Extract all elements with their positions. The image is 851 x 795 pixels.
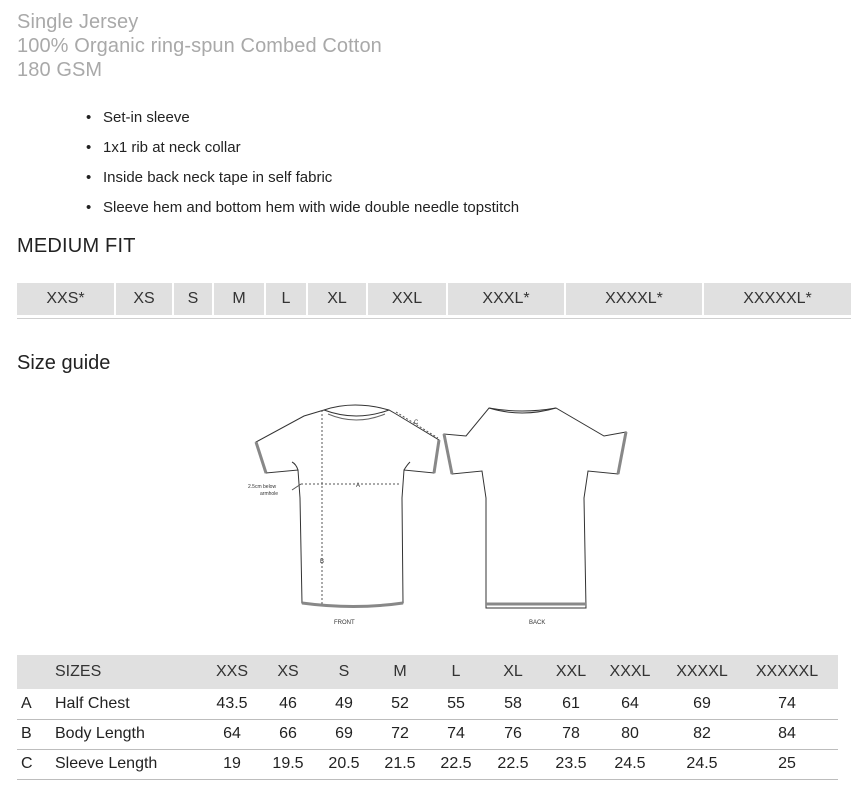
table-cell: 58: [504, 695, 522, 712]
feature-item: [86, 133, 519, 163]
size-column-header: L: [451, 663, 461, 680]
table-cell: 21.5: [384, 755, 416, 772]
table-cell: 24.5: [686, 755, 718, 772]
size-column-header: XXXXL: [676, 663, 728, 680]
fabric-weight: 180 GSM: [17, 59, 103, 81]
row-name: Body Length: [55, 725, 145, 742]
table-cell: 82: [693, 725, 711, 742]
fit-size-label: XXXXXL*: [743, 290, 812, 307]
feature-list: [86, 103, 519, 223]
size-column-header: XXL: [555, 663, 587, 680]
table-cell: 78: [562, 725, 580, 742]
feature-text: Sleeve hem and bottom hem with wide double needle topstitch: [103, 199, 520, 216]
size-column-header: XS: [277, 663, 299, 680]
table-cell: 52: [391, 695, 409, 712]
label-a: A: [356, 483, 361, 489]
fit-size-label: XXXL*: [482, 290, 530, 307]
front-collar: [324, 410, 389, 416]
row-code: C: [21, 755, 33, 772]
table-cell: 20.5: [328, 755, 360, 772]
fit-size-label: L: [281, 290, 291, 307]
table-cell: 43.5: [216, 695, 248, 712]
table-cell: 22.5: [497, 755, 529, 772]
table-row: [17, 719, 838, 749]
label-b: B: [320, 559, 325, 565]
front-tshirt-outline: [256, 405, 439, 607]
size-column-header: S: [338, 663, 350, 680]
fit-size-bar: [17, 283, 851, 315]
table-cell: 24.5: [614, 755, 646, 772]
size-column-header: M: [393, 663, 407, 680]
fit-title: MEDIUM FIT: [17, 235, 136, 257]
row-code: A: [21, 695, 32, 712]
table-cell: 64: [223, 725, 241, 742]
size-table-header: [17, 655, 838, 689]
table-cell: 74: [778, 695, 796, 712]
table-cell: 64: [621, 695, 639, 712]
feature-text: Inside back neck tape in self fabric: [103, 169, 333, 186]
table-cell: 61: [562, 695, 580, 712]
size-column-header: XXS: [215, 663, 248, 680]
table-cell: 69: [335, 725, 353, 742]
fit-size-label: XXS*: [46, 290, 85, 307]
table-cell: 69: [693, 695, 711, 712]
front-sleeve-hem: [256, 442, 266, 473]
size-column-header: XXXXXL: [755, 663, 819, 680]
bullet-icon: •: [86, 109, 92, 126]
table-row: [17, 749, 838, 779]
fit-size-label: XXXXL*: [605, 290, 663, 307]
table-cell: 80: [621, 725, 639, 742]
bullet-icon: •: [86, 139, 92, 156]
annotation-line1: 2.5cm below: [248, 484, 277, 490]
table-cell: 25: [778, 755, 796, 772]
tshirt-diagram: [244, 398, 636, 630]
table-cell: 23.5: [555, 755, 587, 772]
fabric-spec: [17, 10, 382, 82]
table-cell: 55: [447, 695, 465, 712]
back-tshirt-outline: [444, 408, 626, 608]
size-column-header: XL: [503, 663, 523, 680]
table-cell: 46: [279, 695, 297, 712]
row-name: Sleeve Length: [55, 755, 158, 772]
bullet-icon: •: [86, 199, 92, 216]
table-cell: 19: [223, 755, 241, 772]
feature-item: [86, 193, 519, 223]
table-cell: 72: [391, 725, 409, 742]
fit-size-label: XS: [133, 290, 155, 307]
feature-text: Set-in sleeve: [103, 109, 190, 126]
fit-size-label: XXL: [391, 290, 423, 307]
table-cell: 76: [504, 725, 522, 742]
table-cell: 19.5: [272, 755, 304, 772]
table-cell: 84: [778, 725, 796, 742]
back-label: BACK: [529, 620, 546, 626]
row-divider: [17, 779, 838, 780]
annotation-line2: armhole: [260, 491, 279, 497]
fabric-type: Single Jersey: [17, 11, 139, 33]
bullet-icon: •: [86, 169, 92, 186]
fit-size-label: S: [187, 290, 199, 307]
divider: [17, 318, 851, 319]
row-code: B: [21, 725, 32, 742]
table-cell: 66: [279, 725, 297, 742]
size-guide-title: Size guide: [17, 352, 111, 374]
feature-item: [86, 163, 519, 193]
label-c: C: [414, 420, 419, 426]
table-row: [17, 689, 838, 719]
feature-item: [86, 103, 519, 133]
table-cell: 74: [447, 725, 465, 742]
front-label: FRONT: [334, 620, 355, 626]
table-cell: 49: [335, 695, 353, 712]
fit-size-label: M: [232, 290, 246, 307]
fit-size-label: XL: [327, 290, 347, 307]
size-column-header: XXXL: [609, 663, 651, 680]
feature-text: 1x1 rib at neck collar: [103, 139, 241, 156]
table-cell: 22.5: [440, 755, 472, 772]
sizes-header: SIZES: [55, 663, 102, 680]
row-name: Half Chest: [55, 695, 130, 712]
fabric-material: 100% Organic ring-spun Combed Cotton: [17, 35, 382, 57]
